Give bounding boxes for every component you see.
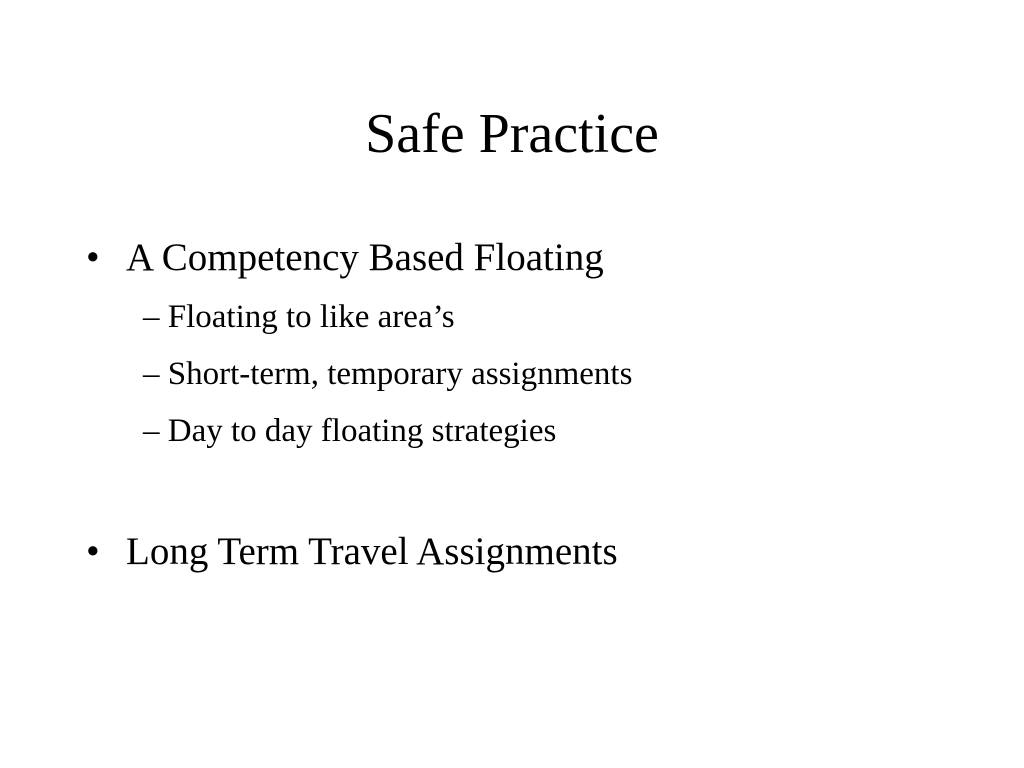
bullet-marker: • bbox=[86, 530, 100, 573]
sub-bullet-marker: – bbox=[143, 299, 160, 335]
slide-title: Safe Practice bbox=[365, 103, 659, 165]
sub-bullet-marker: – bbox=[143, 356, 160, 392]
bullet-item bbox=[86, 528, 618, 576]
sub-bullet-text: Floating to like area’s bbox=[167, 299, 455, 335]
sub-bullet-text: Short-term, temporary assignments bbox=[167, 356, 633, 392]
sub-bullet-item bbox=[143, 297, 455, 337]
sub-bullet-item bbox=[143, 354, 632, 394]
bullet-text: A Competency Based Floating bbox=[126, 236, 604, 279]
sub-bullet-item bbox=[143, 411, 556, 451]
bullet-item bbox=[86, 234, 604, 282]
bullet-marker: • bbox=[86, 236, 100, 279]
sub-bullet-text: Day to day floating strategies bbox=[167, 413, 557, 449]
bullet-text: Long Term Travel Assignments bbox=[126, 530, 618, 573]
sub-bullet-marker: – bbox=[143, 413, 160, 449]
